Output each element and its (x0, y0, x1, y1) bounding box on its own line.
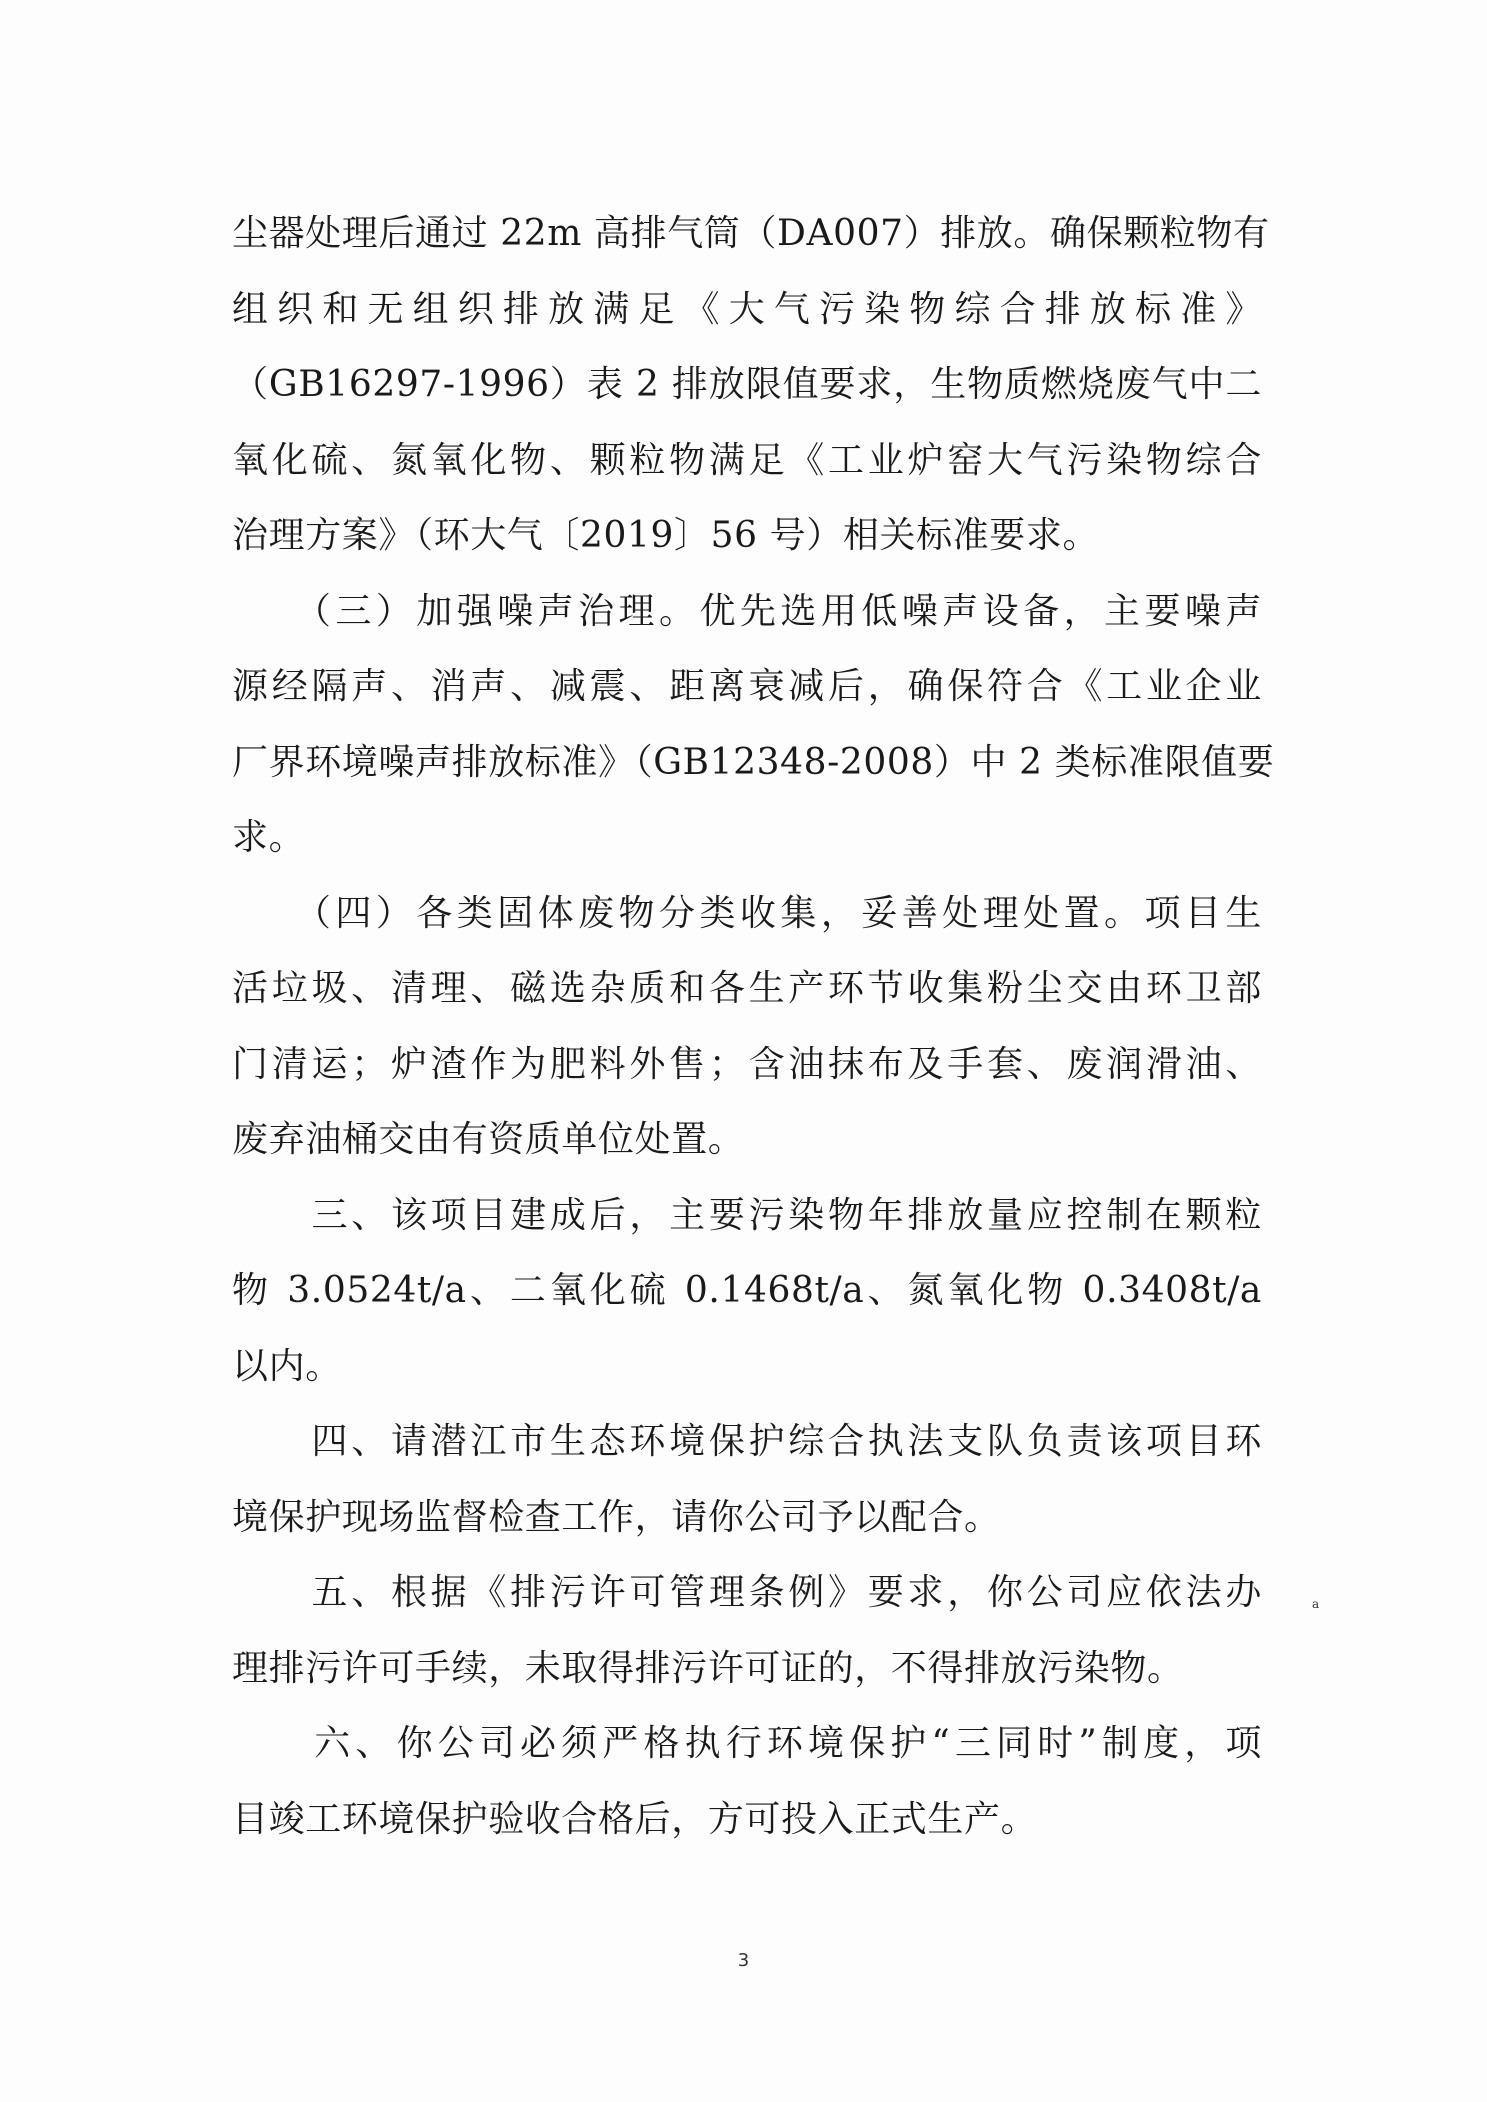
text-line: （GB16297-1996）表 2 排放限值要求，生物质燃烧废气中二 (232, 364, 1262, 405)
document-body (232, 196, 1275, 1857)
text-line: 废弃油桶交由有资质单位处置。 (232, 1119, 745, 1160)
text-line: 以内。 (232, 1345, 342, 1387)
text-line: 五、根据《排污许可管理条例》要求，你公司应依法办 (232, 1572, 1262, 1613)
text-line: 源经隔声、消声、减震、距离衰减后，确保符合《工业企业 (232, 666, 1262, 707)
text-line: 物 3.0524t/a、二氧化硫 0.1468t/a、氮氧化物 0.3408t/a (232, 1270, 1262, 1311)
text-line: 氧化硫、氮氧化物、颗粒物满足《工业炉窑大气污染物综合 (232, 439, 1262, 481)
text-line: 三、该项目建成后，主要污染物年排放量应控制在颗粒 (232, 1194, 1262, 1236)
text-line: 目竣工环境保护验收合格后，方可投入正式生产。 (232, 1798, 1038, 1840)
text-line: 境保护现场监督检查工作，请你公司予以配合。 (232, 1496, 1001, 1538)
text-line: 理排污许可手续，未取得排污许可证的，不得排放污染物。 (232, 1647, 1184, 1689)
text-line: 活垃圾、清理、磁选杂质和各生产环节收集粉尘交由环卫部 (232, 968, 1262, 1009)
text-line: 门清运；炉渣作为肥料外售；含油抹布及手套、废润滑油、 (232, 1043, 1262, 1085)
text-line: 求。 (232, 817, 306, 858)
text-line: （四）各类固体废物分类收集，妥善处理处置。项目生 (232, 892, 1262, 934)
text-line: （三）加强噪声治理。优先选用低噪声设备，主要噪声 (232, 590, 1262, 632)
margin-mark: a (1312, 1597, 1320, 1611)
text-line: 治理方案》（环大气〔2019〕56 号）相关标准要求。 (232, 515, 1100, 556)
text-line: 六、你公司必须严格执行环境保护“三同时”制度，项 (232, 1723, 1262, 1764)
page-number: 3 (737, 1950, 750, 1971)
text-line: 四、请潜江市生态环境保护综合执法支队负责该项目环 (232, 1421, 1262, 1462)
text-line: 厂界环境噪声排放标准》（GB12348-2008）中 2 类标准限值要 (232, 741, 1275, 783)
text-line: 尘器处理后通过 22m 高排气筒（DA007）排放。确保颗粒物有 (232, 213, 1270, 254)
text-line: 组织和无组织排放满足《大气污染物综合排放标准》 (232, 288, 1262, 330)
